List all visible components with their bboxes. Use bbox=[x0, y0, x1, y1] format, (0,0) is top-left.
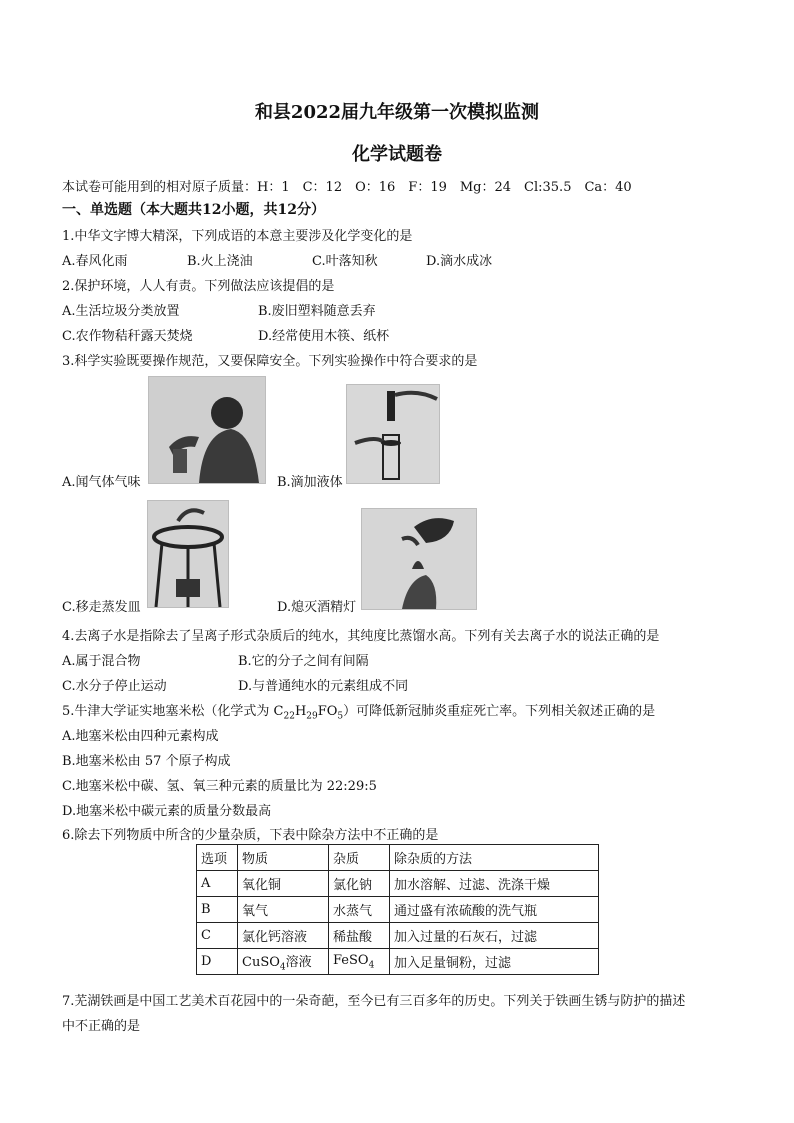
table-cell: 氧气 bbox=[238, 897, 329, 923]
q5-option-c: C.地塞米松中碳、氢、氧三种元素的质量比为 22:29:5 bbox=[62, 779, 377, 794]
table-cell: FeSO$_4$ bbox=[329, 949, 390, 975]
q4-option-b: B.它的分子之间有间隔 bbox=[238, 654, 369, 669]
table-cell: 通过盛有浓硫酸的洗气瓶 bbox=[390, 897, 599, 923]
q4-option-c: C.水分子停止运动 bbox=[62, 679, 167, 694]
image-add-liquid bbox=[346, 384, 440, 484]
table-row bbox=[197, 897, 599, 923]
table-cell: 氧化铜 bbox=[238, 871, 329, 897]
header-cell: 除杂质的方法 bbox=[390, 845, 599, 871]
q2-stem: 2.保护环境，人人有责。下列做法应该提倡的是 bbox=[62, 279, 335, 294]
q2-option-d: D.经常使用木筷、纸杯 bbox=[258, 329, 390, 344]
table-cell: 稀盐酸 bbox=[329, 923, 390, 949]
q4-option-a: A.属于混合物 bbox=[62, 654, 141, 669]
table-row bbox=[197, 923, 599, 949]
image-smell-gas bbox=[148, 376, 266, 484]
exam-title: 和县2022届九年级第一次模拟监测 bbox=[254, 102, 540, 123]
table-row bbox=[197, 949, 599, 975]
q6-table bbox=[196, 844, 599, 975]
table-cell: C bbox=[197, 923, 238, 949]
q3-option-c: C.移走蒸发皿 bbox=[62, 600, 141, 615]
header-cell: 选项 bbox=[197, 845, 238, 871]
q6-stem: 6.除去下列物质中所含的少量杂质，下表中除杂方法中不正确的是 bbox=[62, 828, 439, 843]
exam-subtitle: 化学试题卷 bbox=[352, 144, 442, 165]
table-cell: 加入足量铜粉，过滤 bbox=[390, 949, 599, 975]
q2-option-c: C.农作物秸秆露天焚烧 bbox=[62, 329, 193, 344]
table-cell: 加入过量的石灰石，过滤 bbox=[390, 923, 599, 949]
table-cell: 氯化钙溶液 bbox=[238, 923, 329, 949]
table-row bbox=[197, 871, 599, 897]
q5-option-b: B.地塞米松由 57 个原子构成 bbox=[62, 754, 231, 769]
q3-option-a: A.闻气体气味 bbox=[62, 475, 141, 490]
header-cell: 物质 bbox=[238, 845, 329, 871]
q1-option-b: B.火上浇油 bbox=[187, 254, 253, 269]
table-cell: 加水溶解、过滤、洗涤干燥 bbox=[390, 871, 599, 897]
q1-option-c: C.叶落知秋 bbox=[312, 254, 378, 269]
q3-option-b: B.滴加液体 bbox=[277, 475, 343, 490]
q4-stem: 4.去离子水是指除去了呈离子形式杂质后的纯水，其纯度比蒸馏水高。下列有关去离子水的说法正确的是 bbox=[62, 629, 660, 644]
atomic-masses: 本试卷可能用到的相对原子质量：H：1 C：12 O：16 F：19 Mg：24 Cl:35.5 Ca：40 bbox=[62, 180, 632, 195]
q3-stem: 3.科学实验既要操作规范，又要保障安全。下列实验操作中符合要求的是 bbox=[62, 354, 478, 369]
table-cell: 水蒸气 bbox=[329, 897, 390, 923]
q1-stem: 1.中华文字博大精深，下列成语的本意主要涉及化学变化的是 bbox=[62, 229, 413, 244]
q5-option-a: A.地塞米松由四种元素构成 bbox=[62, 729, 219, 744]
table-header-row bbox=[197, 845, 599, 871]
header-cell: 杂质 bbox=[329, 845, 390, 871]
q3-option-d: D.熄灭酒精灯 bbox=[277, 600, 357, 615]
q2-option-b: B.废旧塑料随意丢弃 bbox=[258, 304, 376, 319]
table-cell: CuSO$_4$溶液 bbox=[238, 949, 329, 975]
q5-option-d: D.地塞米松中碳元素的质量分数最高 bbox=[62, 804, 272, 819]
section-heading: 一、单选题（本大题共12小题，共12分） bbox=[62, 202, 325, 218]
q7-stem-line1: 7.芜湖铁画是中国工艺美术百花园中的一朵奇葩，至今已有三百多年的历史。下列关于铁画生锈与防护的描述 bbox=[62, 994, 686, 1009]
q5-stem: 5.牛津大学证实地塞米松（化学式为 $C_{22}H_{29}FO_5$）可降低新冠肺炎重症死亡率。下列相关叙述正确的是 bbox=[62, 704, 656, 722]
q1-option-d: D.滴水成冰 bbox=[426, 254, 493, 269]
table-cell: D bbox=[197, 949, 238, 975]
q7-stem-line2: 中不正确的是 bbox=[62, 1019, 141, 1034]
table-cell: B bbox=[197, 897, 238, 923]
image-move-dish bbox=[147, 500, 229, 608]
q2-option-a: A.生活垃圾分类放置 bbox=[62, 304, 180, 319]
table-cell: A bbox=[197, 871, 238, 897]
image-extinguish-lamp bbox=[361, 508, 477, 610]
q1-option-a: A.春风化雨 bbox=[62, 254, 128, 269]
q4-option-d: D.与普通纯水的元素组成不同 bbox=[238, 679, 409, 694]
table-cell: 氯化钠 bbox=[329, 871, 390, 897]
